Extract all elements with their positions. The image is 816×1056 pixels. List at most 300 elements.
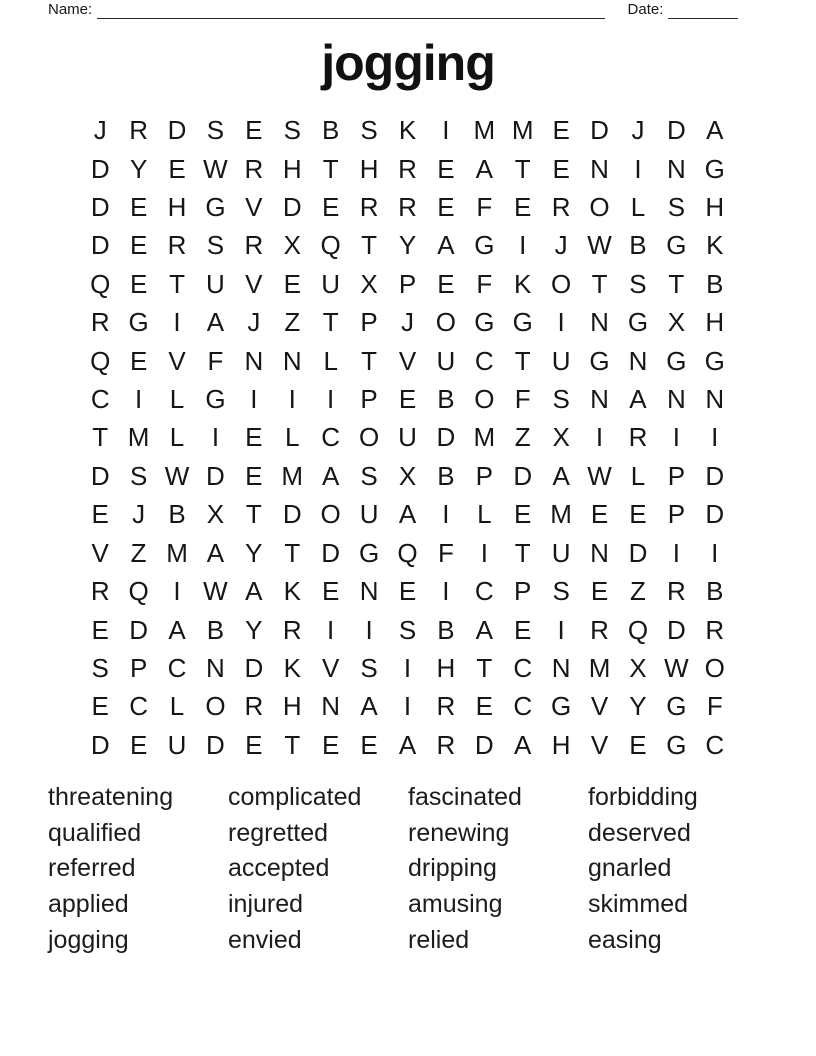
name-label: Name: — [48, 1, 93, 18]
grid-letter: B — [437, 384, 455, 415]
grid-letter: H — [705, 192, 725, 223]
grid-letter: C — [90, 384, 110, 415]
word-item: complicated — [228, 783, 362, 811]
grid-letter: C — [321, 422, 341, 453]
grid-letter: C — [474, 576, 494, 607]
grid-letter: I — [173, 307, 181, 338]
grid-letter: E — [245, 460, 263, 491]
grid-letter: D — [666, 115, 686, 146]
word-item: deserved — [588, 818, 691, 847]
word-item: dripping — [408, 854, 497, 883]
grid-letter: D — [513, 460, 533, 491]
grid-letter: V — [398, 345, 417, 376]
grid-letter: I — [595, 422, 604, 453]
grid-letter: I — [672, 537, 680, 568]
puzzle-grid — [81, 111, 734, 764]
grid-letter: W — [664, 652, 689, 683]
grid-letter: A — [398, 729, 417, 760]
word-item: forbidding — [588, 783, 698, 811]
grid-letter: G — [128, 307, 149, 338]
grid-letter: G — [666, 230, 687, 261]
grid-letter: U — [321, 268, 341, 299]
grid-letter: T — [361, 230, 378, 261]
grid-letter: S — [552, 576, 570, 607]
grid-letter: T — [361, 345, 378, 376]
grid-letter: V — [168, 345, 186, 376]
grid-letter: W — [164, 460, 190, 491]
grid-letter: Y — [629, 691, 647, 722]
grid-letter: S — [283, 115, 301, 146]
grid-letter: P — [475, 460, 493, 491]
grid-letter: E — [91, 499, 109, 530]
grid-letter: G — [666, 691, 687, 722]
grid-letter: L — [630, 192, 646, 223]
grid-letter: R — [90, 307, 110, 338]
grid-letter: D — [628, 537, 648, 568]
grid-letter: Z — [130, 537, 147, 568]
grid-letter: E — [398, 384, 417, 415]
grid-letter: G — [704, 153, 725, 184]
grid-letter: B — [168, 499, 186, 530]
grid-letter: X — [206, 499, 225, 530]
grid-letter: R — [398, 192, 417, 223]
grid-letter: I — [557, 307, 565, 338]
grid-letter: D — [90, 729, 110, 760]
grid-letter: W — [203, 153, 228, 184]
grid-letter: M — [511, 115, 534, 146]
grid-letter: R — [244, 153, 264, 184]
grid-letter: O — [704, 652, 725, 683]
grid-letter: N — [590, 153, 609, 184]
grid-letter: M — [127, 422, 150, 453]
grid-letter: D — [90, 460, 110, 491]
word-list-column — [588, 780, 768, 959]
grid-letter: A — [245, 576, 263, 607]
grid-letter: B — [706, 576, 724, 607]
grid-letter: D — [705, 499, 725, 530]
grid-letter: E — [514, 499, 532, 530]
grid-letter: A — [322, 460, 340, 491]
grid-letter: D — [321, 537, 341, 568]
grid-letter: D — [90, 153, 110, 184]
grid-letter: B — [322, 115, 340, 146]
grid-letter: D — [244, 652, 264, 683]
grid-letter: N — [551, 652, 571, 683]
grid-letter: D — [282, 192, 302, 223]
grid-letter: R — [282, 614, 302, 645]
grid-letter: P — [360, 307, 378, 338]
grid-letter: H — [282, 153, 302, 184]
grid-letter: W — [587, 460, 612, 491]
date-blank-line — [668, 3, 738, 19]
word-item: renewing — [408, 818, 510, 847]
grid-letter: D — [590, 115, 609, 146]
grid-letter: R — [551, 192, 571, 223]
grid-letter: X — [398, 460, 417, 491]
grid-letter: J — [93, 115, 107, 146]
grid-letter: E — [629, 499, 647, 530]
grid-letter: U — [167, 729, 187, 760]
grid-letter: J — [554, 230, 568, 261]
grid-letter: I — [211, 422, 220, 453]
grid-letter: X — [283, 230, 301, 261]
grid-letter: I — [711, 537, 719, 568]
grid-letter: Y — [398, 230, 417, 261]
grid-letter: G — [551, 691, 572, 722]
grid-letter: J — [247, 307, 261, 338]
grid-letter: E — [475, 691, 493, 722]
word-item: amusing — [408, 890, 503, 919]
name-blank-line — [97, 3, 604, 19]
word-item: gnarled — [588, 854, 672, 883]
grid-letter: T — [514, 345, 531, 376]
grid-letter: E — [129, 230, 148, 261]
grid-letter: E — [590, 576, 609, 607]
grid-letter: F — [437, 537, 454, 568]
grid-letter: A — [514, 729, 532, 760]
grid-letter: G — [589, 345, 610, 376]
grid-letter: I — [134, 384, 143, 415]
grid-letter: E — [283, 268, 301, 299]
grid-letter: Q — [90, 268, 111, 299]
grid-letter: Y — [245, 537, 263, 568]
grid-letter: F — [706, 691, 723, 722]
grid-letter: C — [513, 691, 533, 722]
grid-letter: T — [591, 268, 608, 299]
grid-letter: B — [206, 614, 225, 645]
grid-letter: E — [437, 153, 455, 184]
grid-letter: A — [398, 499, 417, 530]
grid-letter: E — [360, 729, 378, 760]
grid-letter: S — [398, 614, 417, 645]
grid-letter: I — [365, 614, 373, 645]
word-list-column — [408, 780, 588, 959]
grid-letter: A — [168, 614, 186, 645]
grid-letter: P — [398, 268, 417, 299]
grid-letter: T — [514, 153, 531, 184]
grid-letter: U — [359, 499, 379, 530]
grid-letter: N — [666, 153, 686, 184]
grid-letter: O — [320, 499, 341, 530]
grid-letter: G — [205, 192, 226, 223]
grid-letter: E — [245, 422, 263, 453]
grid-letter: I — [634, 153, 642, 184]
grid-letter: C — [167, 652, 187, 683]
grid-letter: D — [129, 614, 148, 645]
grid-letter: F — [514, 384, 531, 415]
grid-letter: E — [514, 614, 532, 645]
grid-letter: M — [473, 422, 496, 453]
grid-letter: I — [672, 422, 680, 453]
grid-letter: O — [551, 268, 572, 299]
grid-letter: M — [473, 115, 496, 146]
grid-letter: I — [403, 652, 412, 683]
grid-letter: T — [322, 153, 339, 184]
grid-letter: B — [437, 460, 455, 491]
grid-letter: D — [436, 422, 456, 453]
grid-letter: S — [91, 652, 109, 683]
grid-letter: H — [436, 652, 456, 683]
grid-letter: G — [205, 384, 226, 415]
grid-letter: H — [167, 192, 187, 223]
grid-letter: Z — [514, 422, 531, 453]
word-item: applied — [48, 890, 129, 919]
grid-letter: R — [436, 691, 456, 722]
grid-letter: T — [322, 307, 339, 338]
grid-letter: B — [437, 614, 455, 645]
grid-letter: E — [322, 192, 340, 223]
grid-letter: P — [667, 499, 686, 530]
grid-letter: A — [552, 460, 570, 491]
grid-letter: N — [590, 384, 609, 415]
grid-letter: W — [587, 230, 612, 261]
grid-letter: S — [360, 460, 378, 491]
grid-letter: C — [513, 652, 533, 683]
grid-letter: N — [590, 537, 609, 568]
grid-letter: I — [442, 115, 450, 146]
grid-letter: Y — [129, 153, 148, 184]
grid-letter: R — [244, 230, 264, 261]
grid-letter: Q — [128, 576, 149, 607]
grid-letter: L — [169, 691, 185, 722]
grid-letter: J — [400, 307, 414, 338]
grid-letter: W — [203, 576, 228, 607]
grid-letter: E — [629, 729, 647, 760]
grid-letter: L — [323, 345, 338, 376]
grid-letter: Q — [627, 614, 649, 645]
grid-letter: M — [166, 537, 188, 568]
grid-letter: U — [436, 345, 456, 376]
grid-letter: C — [474, 345, 494, 376]
grid-letter: T — [284, 729, 301, 760]
word-list-column — [48, 780, 228, 959]
grid-letter: R — [129, 115, 148, 146]
grid-letter: D — [206, 729, 225, 760]
grid-letter: X — [629, 652, 647, 683]
grid-letter: D — [167, 115, 187, 146]
grid-letter: N — [705, 384, 725, 415]
grid-letter: F — [207, 345, 224, 376]
word-item: injured — [228, 890, 304, 919]
grid-letter: E — [129, 192, 148, 223]
grid-letter: Q — [90, 345, 111, 376]
grid-letter: T — [245, 499, 262, 530]
grid-letter: H — [282, 691, 302, 722]
grid-letter: R — [244, 691, 264, 722]
grid-letter: R — [90, 576, 110, 607]
grid-letter: E — [552, 153, 570, 184]
grid-letter: D — [206, 460, 225, 491]
grid-letter: I — [711, 422, 719, 453]
grid-letter: P — [129, 652, 148, 683]
grid-letter: B — [706, 268, 724, 299]
grid-letter: E — [129, 268, 148, 299]
grid-letter: E — [437, 268, 455, 299]
grid-letter: E — [514, 192, 532, 223]
grid-letter: O — [474, 384, 495, 415]
word-item: accepted — [228, 854, 330, 883]
grid-letter: E — [590, 499, 609, 530]
grid-letter: E — [245, 729, 263, 760]
grid-letter: U — [551, 345, 571, 376]
grid-letter: K — [514, 268, 532, 299]
date-label: Date: — [627, 1, 664, 18]
grid-letter: I — [327, 614, 335, 645]
grid-letter: L — [285, 422, 300, 453]
grid-letter: A — [206, 307, 225, 338]
grid-letter: C — [705, 729, 725, 760]
word-item: threatening — [48, 783, 174, 811]
grid-letter: O — [358, 422, 380, 453]
grid-letter: A — [475, 614, 493, 645]
grid-letter: S — [360, 115, 378, 146]
worksheet-header — [48, 1, 738, 19]
grid-letter: G — [704, 345, 725, 376]
grid-letter: G — [666, 345, 687, 376]
grid-letter: R — [705, 614, 725, 645]
grid-letter: E — [398, 576, 417, 607]
grid-letter: D — [282, 499, 302, 530]
grid-letter: A — [360, 691, 378, 722]
grid-letter: D — [90, 192, 110, 223]
grid-letter: U — [551, 537, 571, 568]
grid-letter: N — [666, 384, 686, 415]
grid-letter: H — [359, 153, 379, 184]
grid-letter: T — [668, 268, 685, 299]
grid-letter: K — [706, 230, 724, 261]
grid-letter: V — [322, 652, 340, 683]
grid-letter: R — [359, 192, 379, 223]
grid-letter: G — [474, 230, 495, 261]
grid-letter: E — [322, 576, 340, 607]
grid-letter: Y — [245, 614, 263, 645]
grid-letter: O — [435, 307, 457, 338]
grid-letter: H — [551, 729, 571, 760]
grid-letter: N — [590, 307, 609, 338]
word-item: skimmed — [588, 890, 689, 919]
grid-letter: P — [667, 460, 686, 491]
grid-letter: X — [552, 422, 570, 453]
puzzle-title: jogging — [321, 35, 495, 91]
grid-letter: I — [519, 230, 527, 261]
grid-letter: Z — [284, 307, 301, 338]
grid-letter: R — [590, 614, 609, 645]
grid-letter: D — [474, 729, 494, 760]
grid-letter: R — [436, 729, 456, 760]
grid-letter: K — [283, 652, 301, 683]
grid-letter: I — [173, 576, 181, 607]
grid-letter: N — [244, 345, 264, 376]
grid-letter: S — [360, 652, 378, 683]
grid-letter: E — [168, 153, 186, 184]
grid-letter: H — [705, 307, 725, 338]
grid-letter: U — [398, 422, 417, 453]
grid-letter: N — [359, 576, 379, 607]
grid-letter: R — [628, 422, 648, 453]
grid-letter: J — [132, 499, 146, 530]
grid-letter: Q — [320, 230, 341, 261]
grid-letter: S — [129, 460, 148, 491]
grid-letter: A — [206, 537, 225, 568]
grid-letter: I — [288, 384, 296, 415]
grid-letter: A — [437, 230, 455, 261]
grid-letter: O — [589, 192, 610, 223]
grid-letter: D — [90, 230, 110, 261]
grid-letter: G — [512, 307, 533, 338]
grid-letter: Q — [397, 537, 418, 568]
grid-letter: N — [282, 345, 302, 376]
grid-letter: O — [205, 691, 226, 722]
grid-letter: V — [245, 268, 263, 299]
grid-letter: L — [169, 384, 185, 415]
grid-letter: I — [250, 384, 258, 415]
grid-letter: M — [550, 499, 572, 530]
grid-letter: A — [475, 153, 493, 184]
grid-letter: G — [627, 307, 649, 338]
word-list — [48, 780, 768, 959]
grid-letter: S — [667, 192, 686, 223]
grid-letter: A — [629, 384, 647, 415]
word-item: envied — [228, 925, 302, 954]
grid-letter: T — [92, 422, 109, 453]
grid-letter: L — [477, 499, 492, 530]
grid-letter: I — [480, 537, 488, 568]
grid-letter: U — [206, 268, 225, 299]
grid-letter: E — [91, 691, 109, 722]
grid-letter: A — [706, 115, 724, 146]
grid-letter: V — [590, 729, 609, 760]
grid-letter: S — [629, 268, 647, 299]
grid-letter: P — [514, 576, 532, 607]
grid-letter: M — [588, 652, 611, 683]
grid-letter: S — [206, 230, 225, 261]
grid-letter: I — [442, 576, 450, 607]
grid-letter: E — [129, 345, 148, 376]
grid-letter: I — [442, 499, 450, 530]
grid-letter: Z — [630, 576, 646, 607]
grid-letter: K — [398, 115, 417, 146]
grid-letter: E — [552, 115, 570, 146]
grid-letter: L — [630, 460, 646, 491]
grid-letter: C — [129, 691, 148, 722]
grid-letter: R — [398, 153, 417, 184]
grid-letter: I — [557, 614, 565, 645]
grid-letter: E — [322, 729, 340, 760]
grid-letter: J — [631, 115, 645, 146]
grid-letter: K — [283, 576, 301, 607]
grid-letter: T — [476, 652, 493, 683]
word-item: qualified — [48, 818, 142, 847]
grid-letter: S — [206, 115, 225, 146]
grid-letter: D — [705, 460, 725, 491]
grid-letter: X — [667, 307, 686, 338]
grid-letter: F — [476, 192, 493, 223]
grid-letter: V — [91, 537, 109, 568]
grid-letter: G — [474, 307, 495, 338]
grid-letter: R — [666, 576, 686, 607]
grid-letter: E — [91, 614, 109, 645]
grid-letter: V — [245, 192, 263, 223]
grid-letter: I — [327, 384, 335, 415]
grid-letter: L — [169, 422, 185, 453]
word-item: fascinated — [408, 783, 522, 811]
grid-letter: E — [437, 192, 455, 223]
grid-letter: N — [321, 691, 341, 722]
grid-letter: G — [666, 729, 687, 760]
grid-letter: B — [629, 230, 647, 261]
grid-letter: I — [403, 691, 412, 722]
grid-letter: P — [360, 384, 378, 415]
